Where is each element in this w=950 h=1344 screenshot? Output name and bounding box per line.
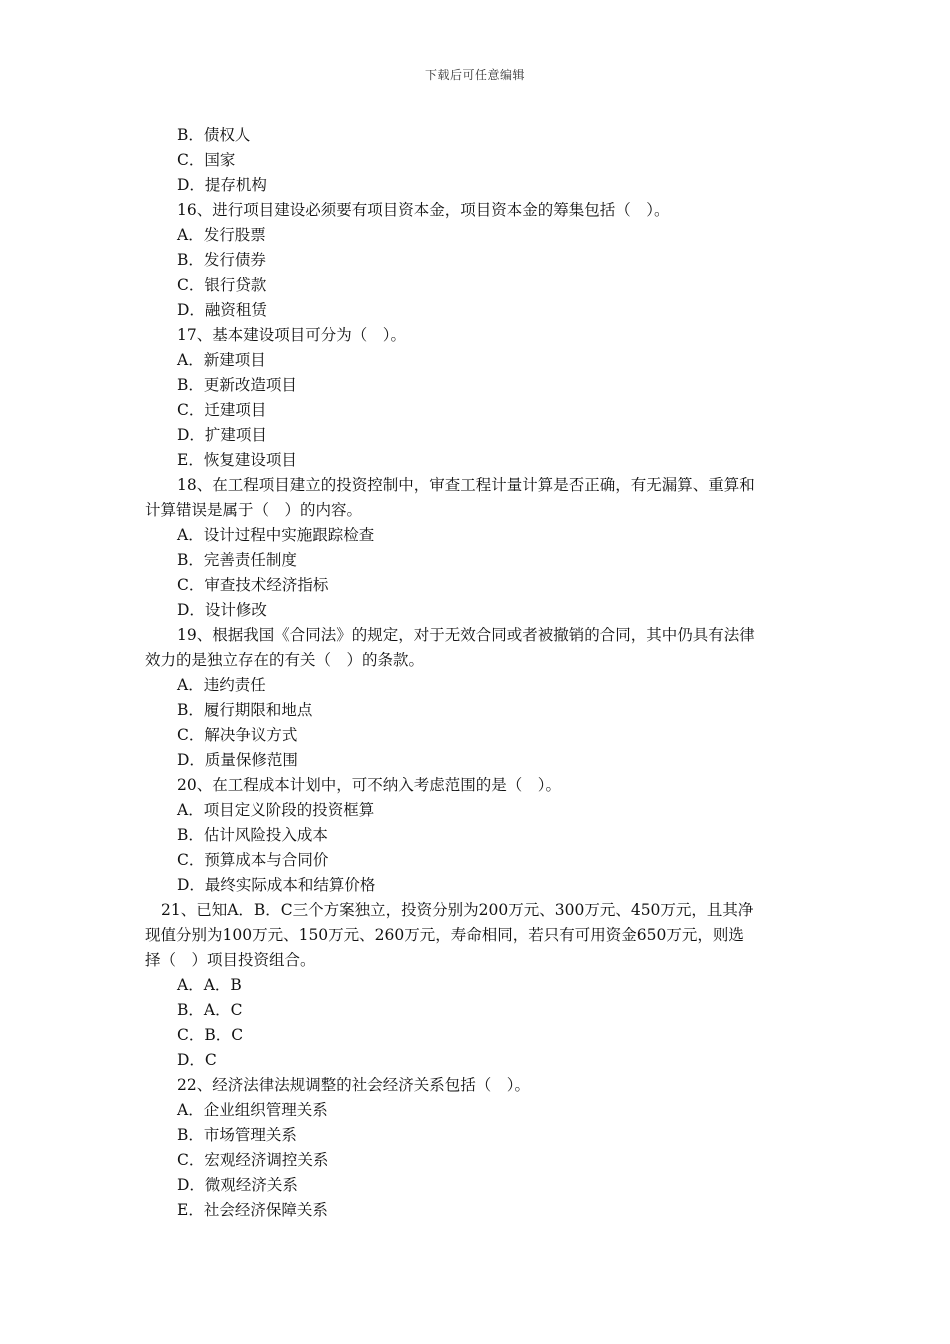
text-line: 17、基本建设项目可分为（ ）。 [177, 326, 406, 344]
text-line: 22、经济法律法规调整的社会经济关系包括（ ）。 [177, 1076, 530, 1094]
text-line: 20、在工程成本计划中，可不纳入考虑范围的是（ ）。 [177, 776, 561, 794]
text-line: C．解决争议方式 [177, 726, 298, 744]
text-line: D．扩建项目 [177, 426, 267, 444]
text-line: 效力的是独立存在的有关（ ）的条款。 [145, 651, 425, 669]
text-line: D．微观经济关系 [177, 1176, 298, 1194]
text-line: B．市场管理关系 [177, 1126, 297, 1144]
text-line: 择（ ）项目投资组合。 [145, 951, 316, 969]
text-line: 现值分别为100万元、150万元、260万元，寿命相同，若只有可用资金650万元，则选 [145, 926, 744, 944]
text-line: A．发行股票 [177, 226, 266, 244]
text-line: B．发行债券 [177, 251, 266, 269]
text-line: C．B．C [177, 1026, 244, 1044]
text-line: C．国家 [177, 151, 236, 169]
text-line: E．社会经济保障关系 [177, 1201, 328, 1219]
text-line: D．提存机构 [177, 176, 267, 194]
text-line: 18、在工程项目建立的投资控制中，审查工程计量计算是否正确，有无漏算、重算和 [177, 476, 755, 494]
document-body [145, 123, 810, 1223]
text-line: D．C [177, 1051, 217, 1069]
text-line: B．A．C [177, 1001, 243, 1019]
text-line: 19、根据我国《合同法》的规定，对于无效合同或者被撤销的合同，其中仍具有法律 [177, 626, 755, 644]
text-line: C．审查技术经济指标 [177, 576, 329, 594]
text-line: A．设计过程中实施跟踪检查 [177, 526, 375, 544]
text-line: A．企业组织管理关系 [177, 1101, 328, 1119]
text-line: C．宏观经济调控关系 [177, 1151, 329, 1169]
text-line: D．设计修改 [177, 601, 267, 619]
text-line: B．完善责任制度 [177, 551, 297, 569]
text-line: B．估计风险投入成本 [177, 826, 328, 844]
text-line: A．新建项目 [177, 351, 266, 369]
page-header: 下载后可任意编辑 [424, 68, 525, 82]
text-line: D．质量保修范围 [177, 751, 298, 769]
text-line: C．预算成本与合同价 [177, 851, 329, 869]
text-line: A．违约责任 [177, 676, 266, 694]
text-line: B．更新改造项目 [177, 376, 297, 394]
text-line: C．银行贷款 [177, 276, 267, 294]
text-line: 21、已知A．B．C三个方案独立，投资分别为200万元、300万元、450万元，且其净 [161, 901, 754, 919]
text-line: D．融资租赁 [177, 301, 267, 319]
text-line: 计算错误是属于（ ）的内容。 [145, 501, 363, 519]
text-line: A．A．B [177, 976, 242, 994]
text-line: 16、进行项目建设必须要有项目资本金，项目资本金的筹集包括（ ）。 [177, 201, 670, 219]
text-line: C．迁建项目 [177, 401, 267, 419]
text-line: D．最终实际成本和结算价格 [177, 876, 376, 894]
text-line: B．履行期限和地点 [177, 701, 313, 719]
text-line: B．债权人 [177, 126, 251, 144]
text-line: E．恢复建设项目 [177, 451, 297, 469]
text-line: A．项目定义阶段的投资框算 [177, 801, 375, 819]
